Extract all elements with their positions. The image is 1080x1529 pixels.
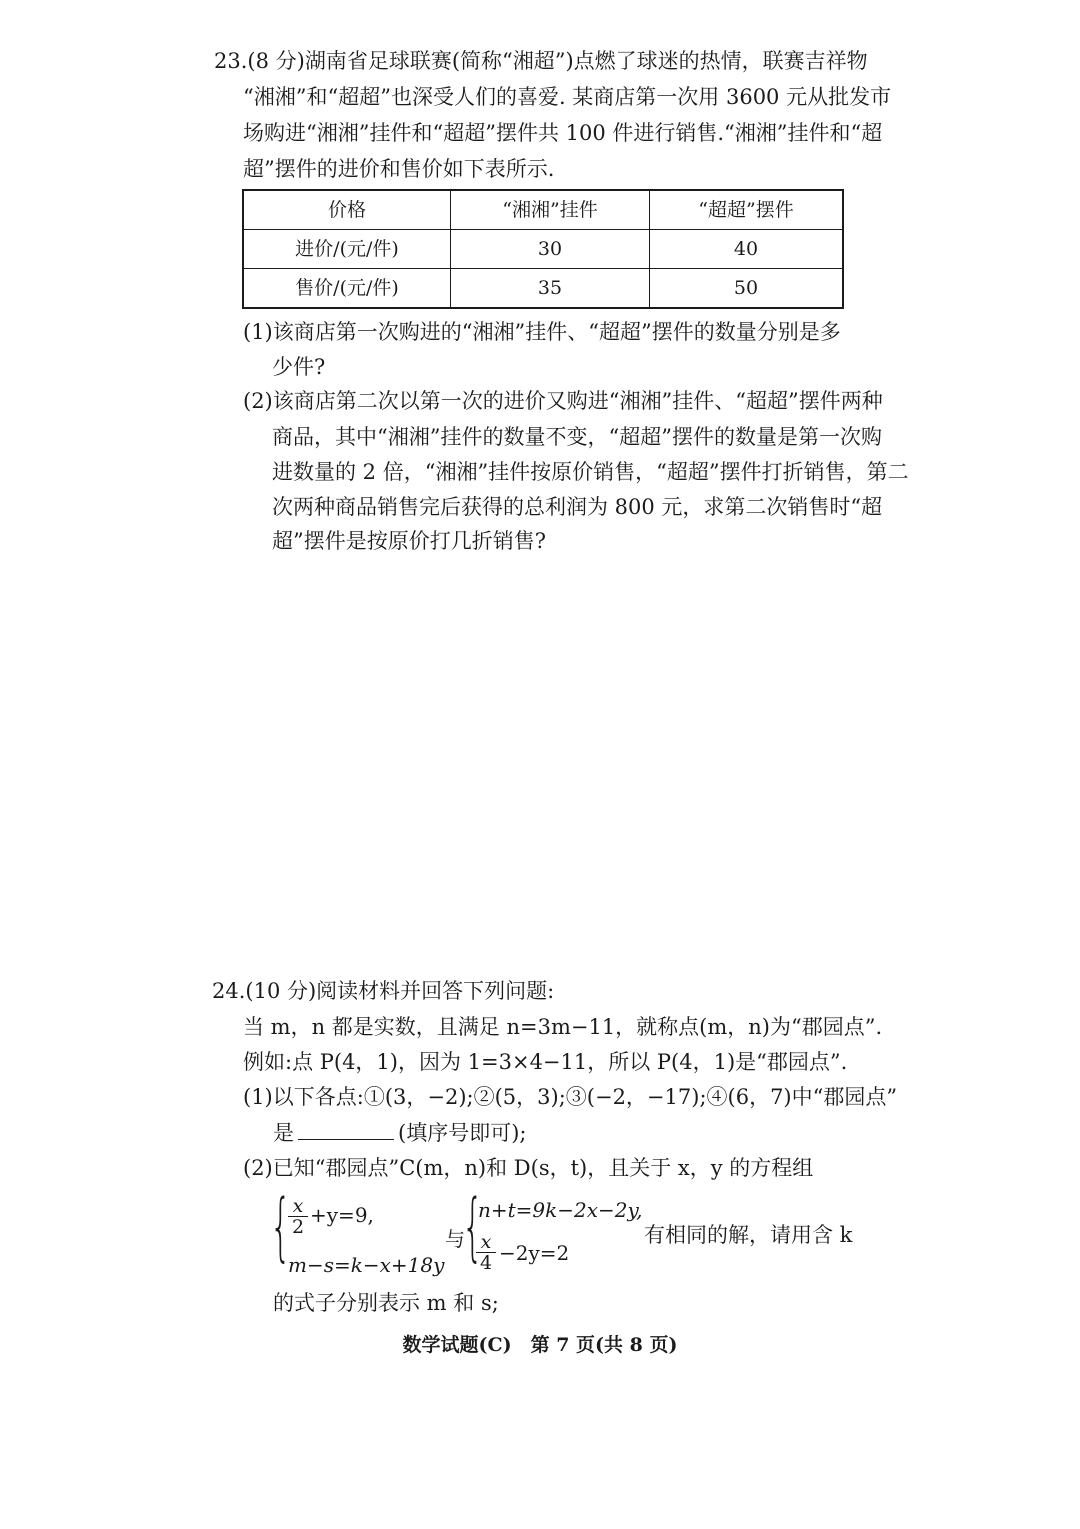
q24-part1-prefix: 是	[273, 1121, 294, 1145]
q24-part2-line-1: (2)已知“郡园点”C(m，n)和 D(s，t)，且关于 x，y 的方程组	[243, 1156, 814, 1180]
table-header-row	[243, 190, 843, 230]
table-header: 价格	[243, 190, 451, 230]
q23-part2-line-2: 商品，其中“湘湘”挂件的数量不变，“超超”摆件的数量是第一次购	[272, 425, 882, 449]
fraction-x-over-2	[288, 1196, 308, 1237]
sys2-eq1: n+t=9k−2x−2y,	[478, 1198, 643, 1222]
table-header: “湘湘”挂件	[451, 190, 650, 230]
q24-example: 例如:点 P(4，1)，因为 1=3×4−11，所以 P(4，1)是“郡园点”.	[243, 1050, 848, 1074]
with-text: 与	[445, 1227, 465, 1251]
q24-part2-tail: 有相同的解，请用含 k	[644, 1223, 853, 1247]
table-cell: 35	[451, 269, 650, 309]
page-footer: 数学试题(C) 第 7 页(共 8 页)	[402, 1334, 678, 1356]
sys2-eq2: −2y=2	[499, 1241, 570, 1265]
answer-blank[interactable]	[298, 1117, 394, 1140]
table-header: “超超”摆件	[650, 190, 844, 230]
q24-part2-line-2: 的式子分别表示 m 和 s;	[273, 1291, 499, 1315]
table-cell: 30	[451, 230, 650, 269]
fraction-x-over-4	[476, 1232, 496, 1273]
q23-part2-line-1: (2)该商店第二次以第一次的进价又购进“湘湘”挂件、“超超”摆件两种	[243, 389, 883, 413]
fraction-numerator: x	[288, 1196, 308, 1217]
q23-part2-line-4: 次两种商品销售完后获得的总利润为 800 元，求第二次销售时“超	[272, 495, 883, 519]
table-row	[243, 230, 843, 269]
left-brace: {	[462, 1184, 484, 1270]
price-table	[242, 189, 844, 309]
fraction-denominator: 4	[479, 1252, 493, 1274]
fraction-numerator: x	[476, 1232, 496, 1253]
q23-part1-line-2: 少件?	[272, 355, 326, 379]
q24-part1-suffix: (填序号即可);	[398, 1121, 527, 1145]
sys1-eq1: +y=9,	[310, 1203, 374, 1227]
q23-part2-line-5: 超”摆件是按原价打几折销售?	[272, 529, 546, 553]
table-row	[243, 269, 843, 309]
q24-header: 24.(10 分)阅读材料并回答下列问题:	[212, 979, 555, 1003]
left-brace: {	[270, 1184, 292, 1270]
q23-line-1: 23.(8 分)湖南省足球联赛(简称“湘超”)点燃了球迷的热情，联赛吉祥物	[214, 49, 868, 73]
table-cell: 售价/(元/件)	[243, 269, 451, 309]
q23-line-2: “湘湘”和“超超”也深受人们的喜爱. 某商店第一次用 3600 元从批发市	[243, 85, 892, 109]
sys1-eq2: m−s=k−x+18y	[288, 1253, 445, 1277]
q23-line-3: 场购进“湘湘”挂件和“超超”摆件共 100 件进行销售.“湘湘”挂件和“超	[243, 121, 883, 145]
q23-line-4: 超”摆件的进价和售价如下表所示.	[243, 157, 555, 181]
table-cell: 50	[650, 269, 844, 309]
table-cell: 40	[650, 230, 844, 269]
q24-definition: 当 m，n 都是实数，且满足 n=3m−11，就称点(m，n)为“郡园点”.	[243, 1015, 883, 1039]
q23-part1-line-1: (1)该商店第一次购进的“湘湘”挂件、“超超”摆件的数量分别是多	[243, 320, 841, 344]
fraction-denominator: 2	[291, 1216, 305, 1238]
table-cell: 进价/(元/件)	[243, 230, 451, 269]
q24-part1-line-2	[273, 1116, 526, 1150]
q23-part2-line-3: 进数量的 2 倍，“湘湘”挂件按原价销售，“超超”摆件打折销售，第二	[272, 460, 909, 484]
q24-part1-line-1: (1)以下各点:①(3，−2);②(5，3);③(−2，−17);④(6，7)中“郡园点”	[243, 1085, 898, 1109]
